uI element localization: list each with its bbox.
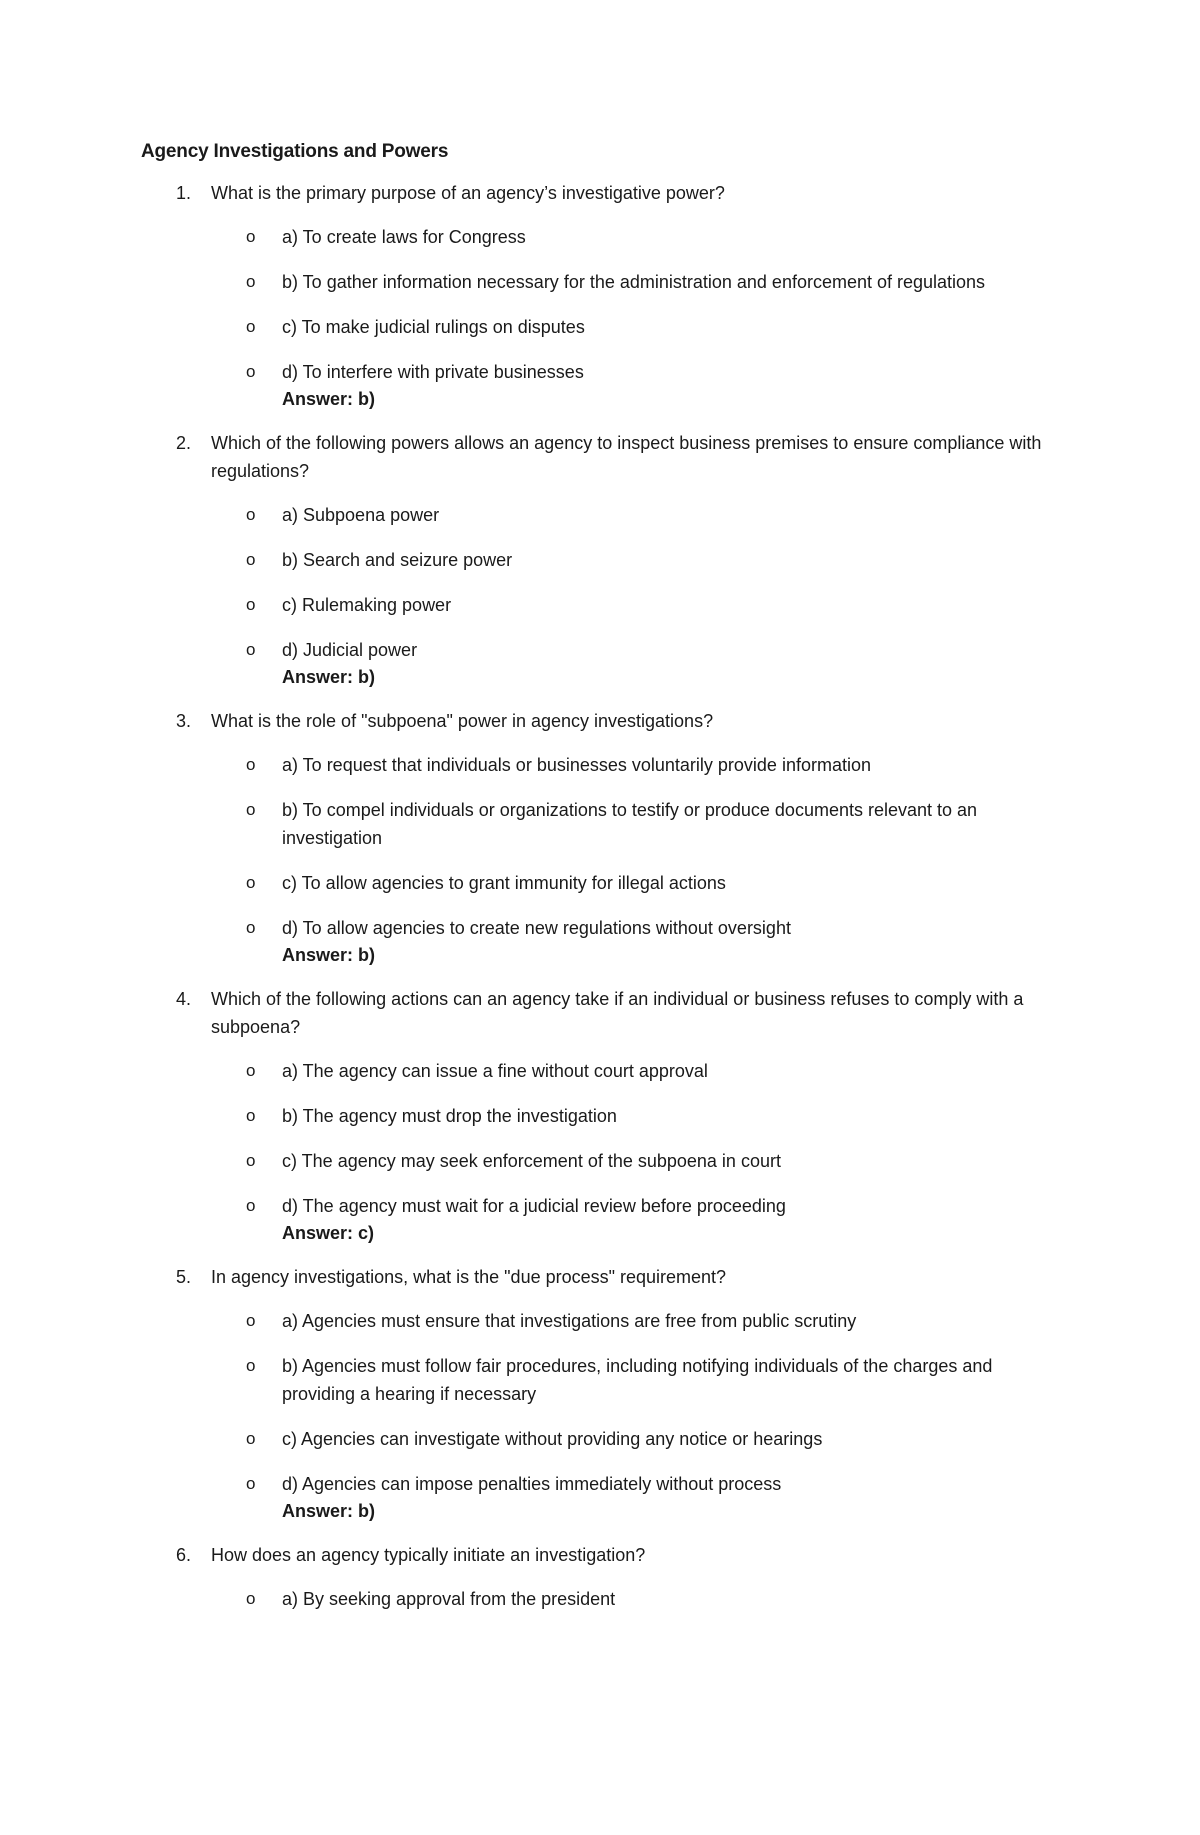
bullet-icon: o: [246, 1151, 256, 1170]
option-text: b) Search and seizure power: [282, 550, 513, 570]
question-number: 3.: [176, 711, 192, 731]
question-row: [141, 985, 1061, 1041]
option-item: [141, 1307, 1061, 1335]
answer-label: Answer: c): [282, 1223, 375, 1243]
option-item: [141, 1352, 1061, 1408]
option-text: a) Agencies must ensure that investigations are free from public scrutiny: [282, 1311, 857, 1331]
answer-label: Answer: b): [282, 667, 376, 687]
option-item: [141, 1585, 1061, 1613]
bullet-icon: o: [246, 1429, 256, 1448]
option-item: [141, 1147, 1061, 1175]
bullet-icon: o: [246, 1196, 256, 1215]
bullet-icon: o: [246, 755, 256, 774]
option-list: [141, 501, 1061, 664]
bullet-icon: o: [246, 1106, 256, 1125]
answer-label: Answer: b): [282, 1501, 376, 1521]
question-row: [141, 1541, 1061, 1569]
question-number: 4.: [176, 989, 192, 1009]
bullet-icon: o: [246, 272, 256, 291]
option-item: [141, 546, 1061, 574]
option-item: [141, 914, 1061, 942]
bullet-icon: o: [246, 800, 256, 819]
option-text: d) The agency must wait for a judicial review before proceeding: [282, 1196, 786, 1216]
bullet-icon: o: [246, 362, 256, 381]
question-row: [141, 179, 1061, 207]
question-row: [141, 1263, 1061, 1291]
option-item: [141, 591, 1061, 619]
question-number: 1.: [176, 183, 192, 203]
bullet-icon: o: [246, 595, 256, 614]
option-list: [141, 1307, 1061, 1498]
bullet-icon: o: [246, 873, 256, 892]
question-item: [141, 1263, 1061, 1524]
option-item: [141, 751, 1061, 779]
question-row: [141, 707, 1061, 735]
question-item: [141, 707, 1061, 968]
question-number: 6.: [176, 1545, 192, 1565]
option-text: a) To create laws for Congress: [282, 227, 526, 247]
option-item: [141, 1470, 1061, 1498]
question-number: 5.: [176, 1267, 192, 1287]
option-text: a) By seeking approval from the president: [282, 1589, 616, 1609]
option-item: [141, 223, 1061, 251]
document-body: [141, 140, 1061, 1613]
bullet-icon: o: [246, 1311, 256, 1330]
question-text: What is the role of "subpoena" power in agency investigations?: [211, 711, 714, 731]
option-text: c) The agency may seek enforcement of the subpoena in court: [282, 1151, 781, 1171]
option-text: c) To make judicial rulings on disputes: [282, 317, 585, 337]
question-text: How does an agency typically initiate an investigation?: [211, 1545, 646, 1565]
question-item: [141, 985, 1061, 1246]
option-item: [141, 869, 1061, 897]
bullet-icon: o: [246, 640, 256, 659]
option-item: [141, 501, 1061, 529]
answer-label: Answer: b): [282, 389, 376, 409]
option-text: d) Judicial power: [282, 640, 418, 660]
option-text: d) To allow agencies to create new regulations without oversight: [282, 918, 791, 938]
option-text: a) The agency can issue a fine without court approval: [282, 1061, 708, 1081]
option-text: c) Rulemaking power: [282, 595, 452, 615]
option-list: [141, 223, 1061, 386]
bullet-icon: o: [246, 1061, 256, 1080]
question-text: In agency investigations, what is the "due process" requirement?: [211, 1267, 727, 1287]
option-list: [141, 1585, 1061, 1613]
question-item: [141, 1541, 1061, 1613]
option-item: [141, 796, 1061, 852]
option-list: [141, 1057, 1061, 1220]
document-title: Agency Investigations and Powers: [141, 141, 449, 162]
option-item: [141, 636, 1061, 664]
question-text: Which of the following actions can an agency take if an individual or business refuses to comply with a subpoena?: [211, 989, 1024, 1037]
question-text: Which of the following powers allows an agency to inspect business premises to ensure compliance with regulations?: [211, 433, 1042, 481]
option-text: b) To gather information necessary for the administration and enforcement of regulations: [282, 272, 986, 292]
option-text: a) Subpoena power: [282, 505, 440, 525]
answer-label: Answer: b): [282, 945, 376, 965]
option-item: [141, 358, 1061, 386]
option-item: [141, 1425, 1061, 1453]
option-text: d) To interfere with private businesses: [282, 362, 584, 382]
question-row: [141, 429, 1061, 485]
bullet-icon: o: [246, 1589, 256, 1608]
option-item: [141, 268, 1061, 296]
option-item: [141, 1102, 1061, 1130]
option-item: [141, 1192, 1061, 1220]
option-text: c) To allow agencies to grant immunity for illegal actions: [282, 873, 726, 893]
bullet-icon: o: [246, 317, 256, 336]
option-text: b) The agency must drop the investigation: [282, 1106, 617, 1126]
option-text: b) Agencies must follow fair procedures, including notifying individuals of the charges and providing a hearing if necessary: [282, 1356, 993, 1404]
question-text: What is the primary purpose of an agency’s investigative power?: [211, 183, 725, 203]
option-text: d) Agencies can impose penalties immediately without process: [282, 1474, 782, 1494]
option-item: [141, 313, 1061, 341]
question-item: [141, 179, 1061, 412]
question-number: 2.: [176, 433, 192, 453]
bullet-icon: o: [246, 918, 256, 937]
option-list: [141, 751, 1061, 942]
bullet-icon: o: [246, 227, 256, 246]
bullet-icon: o: [246, 550, 256, 569]
bullet-icon: o: [246, 1474, 256, 1493]
bullet-icon: o: [246, 1356, 256, 1375]
question-list: [141, 179, 1061, 1613]
option-item: [141, 1057, 1061, 1085]
option-text: a) To request that individuals or businesses voluntarily provide information: [282, 755, 871, 775]
option-text: b) To compel individuals or organizations to testify or produce documents relevant to an investigation: [282, 800, 978, 848]
bullet-icon: o: [246, 505, 256, 524]
option-text: c) Agencies can investigate without providing any notice or hearings: [282, 1429, 823, 1449]
question-item: [141, 429, 1061, 690]
